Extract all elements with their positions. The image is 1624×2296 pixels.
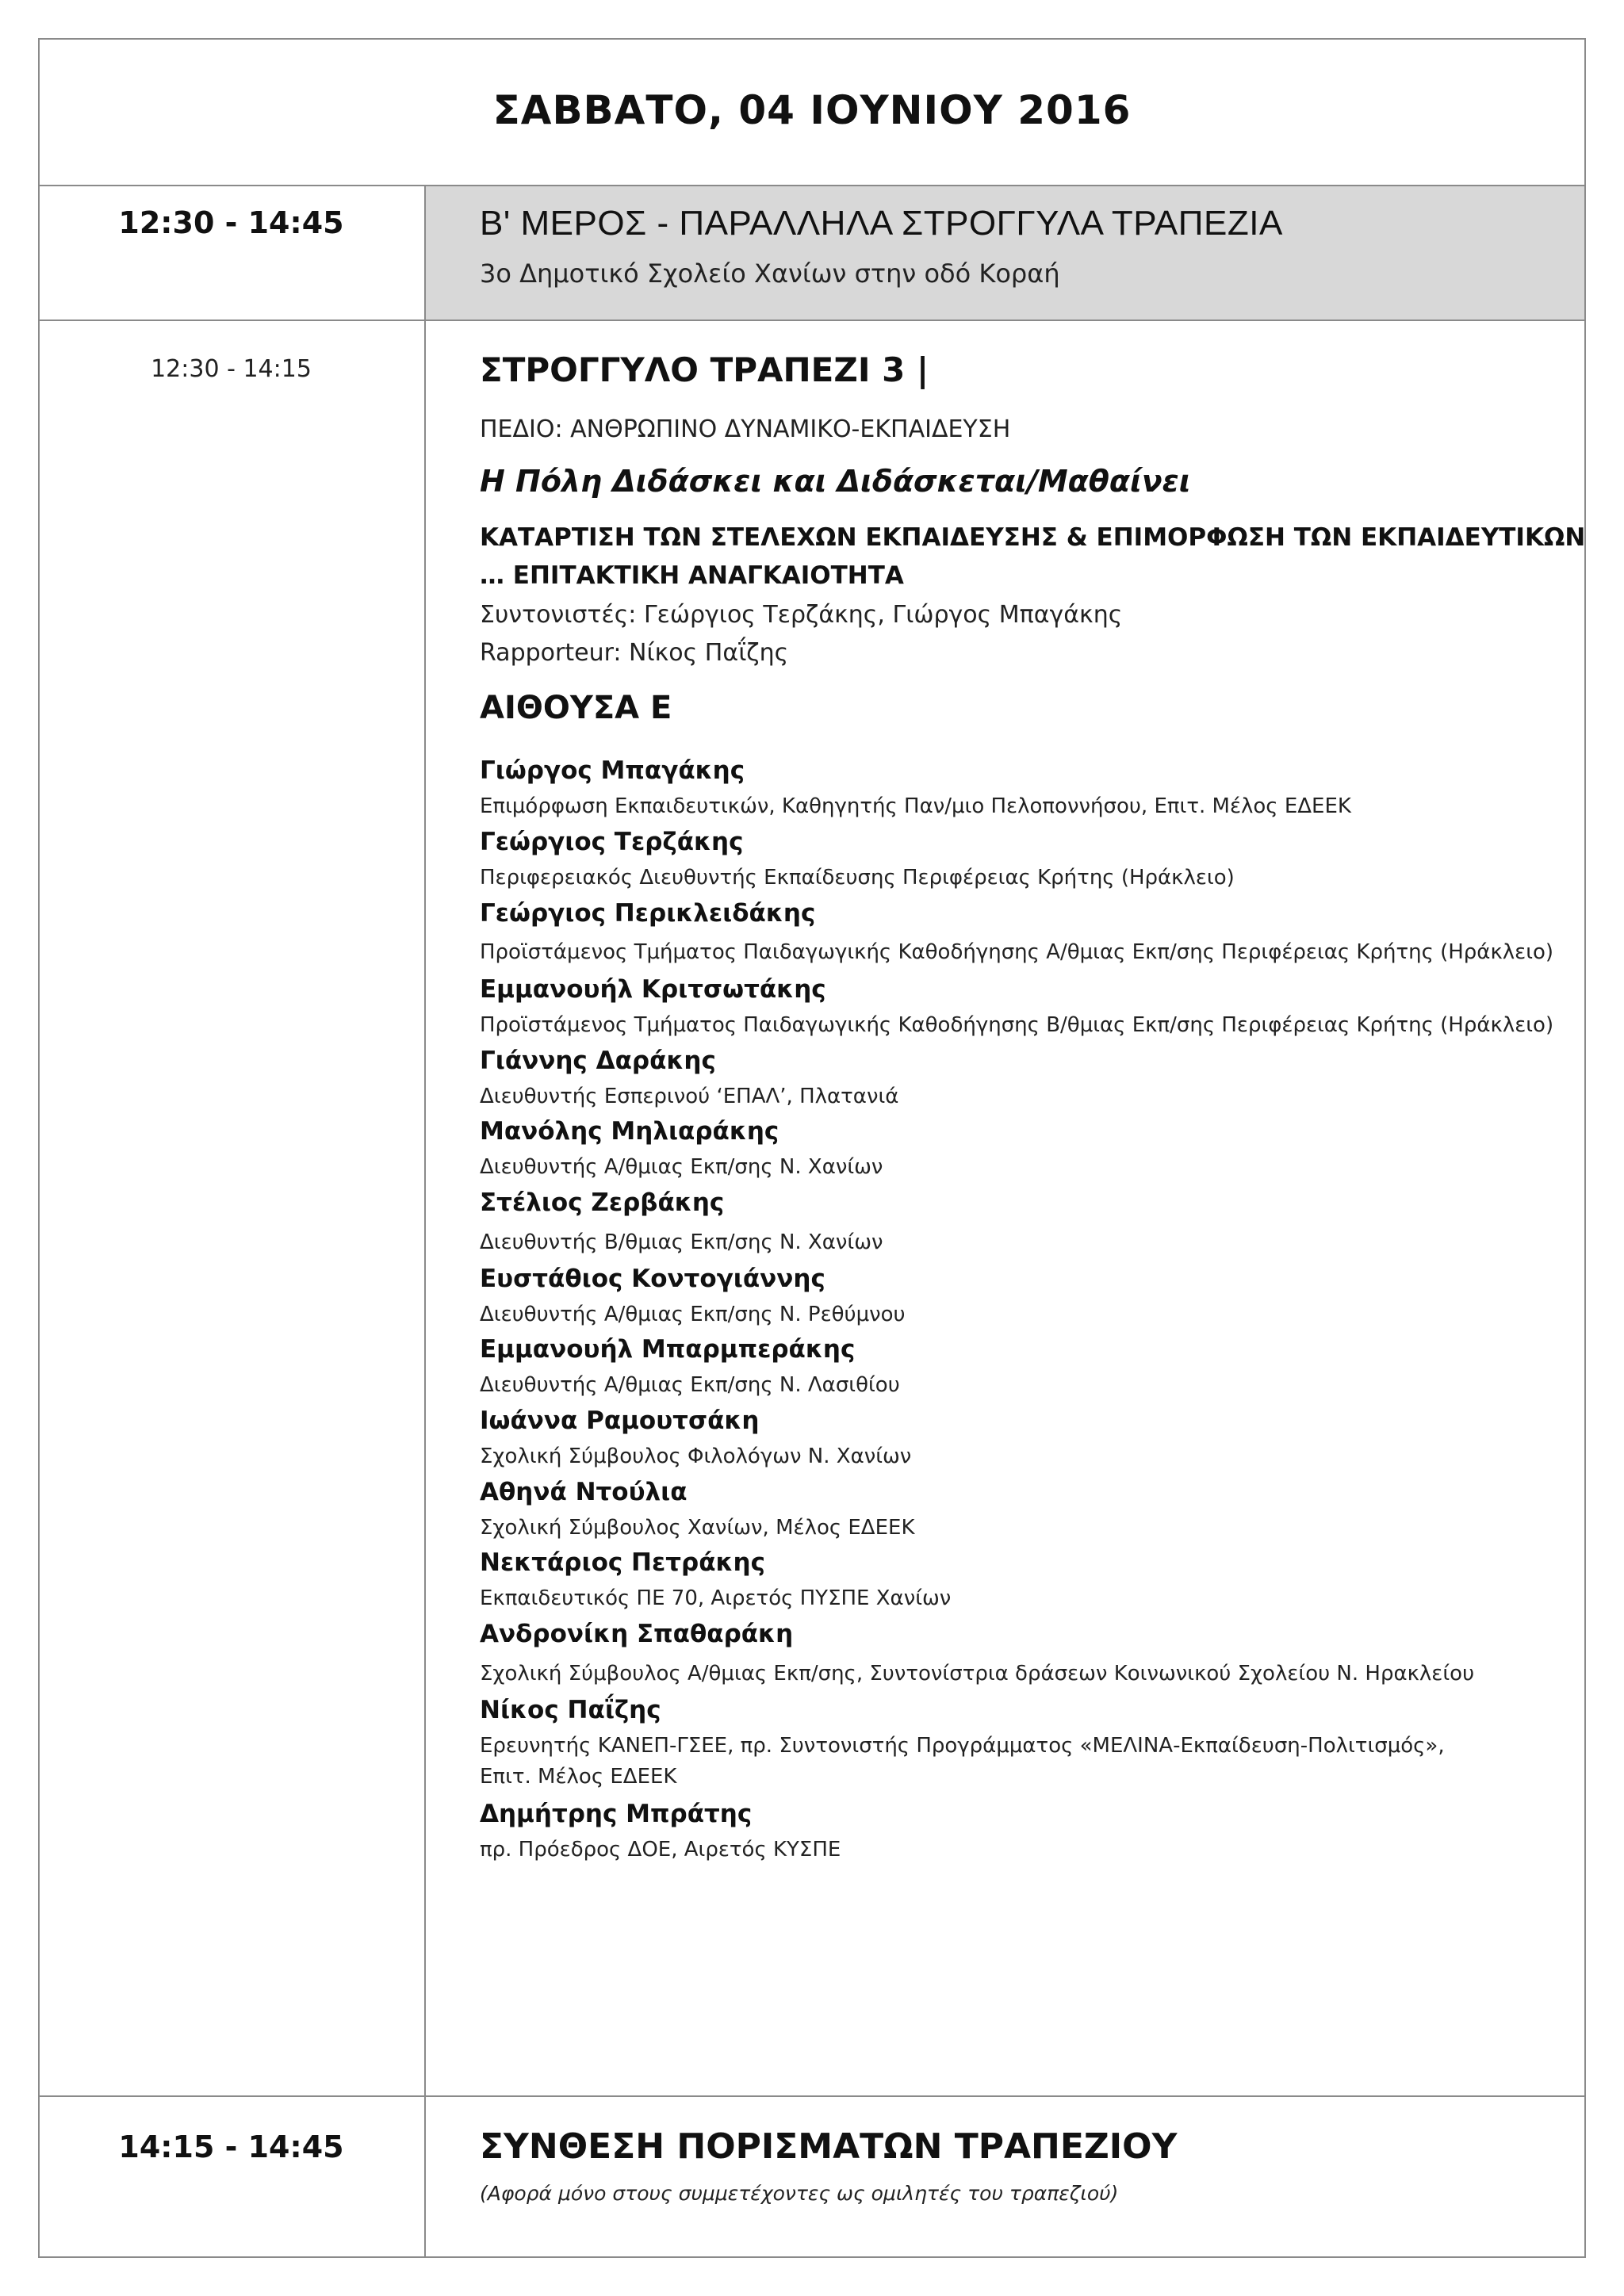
row-divider (38, 2095, 1586, 2097)
session-note: (Αφορά μόνο στους συμμετέχοντες ως ομιλητές του τραπεζιού) (480, 2182, 1119, 2205)
speaker-description: Προϊστάμενος Τμήματος Παιδαγωγικής Καθοδήγησης Β/θμιας Εκπ/σης Περιφέρειας Κρήτης (Ηράκλειο) (480, 1013, 1554, 1037)
speaker-description: πρ. Πρόεδρος ΔΟΕ, Αιρετός ΚΥΣΠΕ (480, 1838, 841, 1862)
speaker-description: Σχολική Σύμβουλος Α/θμιας Εκπ/σης, Συντονίστρια δράσεων Κοινωνικού Σχολείου Ν. Ηρακλείου (480, 1662, 1475, 1686)
session-title: Β' ΜΕΡΟΣ - ΠΑΡΑΛΛΗΛΑ ΣΤΡΟΓΓΥΛΑ ΤΡΑΠΕΖΙΑ (480, 204, 1283, 243)
row-divider (38, 185, 1586, 186)
speaker-name: Γιάννης Δαράκης (480, 1047, 716, 1075)
session-theme-line: ΚΑΤΑΡΤΙΣΗ ΤΩΝ ΣΤΕΛΕΧΩΝ ΕΚΠΑΙΔΕΥΣΗΣ & ΕΠΙΜΟΡΦΩΣΗ ΤΩΝ ΕΚΠΑΙΔΕΥΤΙΚΩΝ (480, 523, 1586, 552)
row-divider (38, 320, 1586, 321)
session-coordinators: Συντονιστές: Γεώργιος Τερζάκης, Γιώργος Μπαγάκης (480, 601, 1123, 629)
speaker-description: Διευθυντής Α/θμιας Εκπ/σης Ν. Λασιθίου (480, 1373, 900, 1397)
speaker-description: Επιτ. Μέλος ΕΔΕΕΚ (480, 1765, 677, 1789)
speaker-description: Προϊστάμενος Τμήματος Παιδαγωγικής Καθοδήγησης Α/θμιας Εκπ/σης Περιφέρειας Κρήτης (Ηράκλειο) (480, 940, 1554, 964)
speaker-name: Δημήτρης Μπράτης (480, 1800, 753, 1828)
page-title: ΣΑΒΒΑΤΟ, 04 ΙΟΥΝΙΟΥ 2016 (492, 87, 1132, 133)
session-field: ΠΕΔΙΟ: ΑΝΘΡΩΠΙΝΟ ΔΥΝΑΜΙΚΟ-ΕΚΠΑΙΔΕΥΣΗ (480, 415, 1011, 443)
session-motto: Η Πόλη Διδάσκει και Διδάσκεται/Μαθαίνει (480, 464, 1191, 499)
speaker-name: Αθηνά Ντούλια (480, 1478, 688, 1506)
speaker-name: Ιωάννα Ραμουτσάκη (480, 1406, 760, 1435)
speaker-description: Περιφερειακός Διευθυντής Εκπαίδευσης Περιφέρειας Κρήτης (Ηράκλειο) (480, 866, 1235, 890)
speaker-name: Γεώργιος Τερζάκης (480, 828, 744, 856)
speaker-description: Σχολική Σύμβουλος Φιλολόγων Ν. Χανίων (480, 1445, 912, 1468)
speaker-description: Διευθυντής Β/θμιας Εκπ/σης Ν. Χανίων (480, 1230, 883, 1254)
speaker-name: Γιώργος Μπαγάκης (480, 756, 745, 785)
session-time: 14:15 - 14:45 (118, 2130, 344, 2164)
session-rapporteur: Rapporteur: Νίκος Παΐζης (480, 639, 789, 667)
speaker-description: Διευθυντής Εσπερινού ‘ΕΠΑΛ’, Πλατανιά (480, 1085, 899, 1108)
speaker-name: Ανδρονίκη Σπαθαράκη (480, 1620, 794, 1648)
session-title: ΣΥΝΘΕΣΗ ΠΟΡΙΣΜΑΤΩΝ ΤΡΑΠΕΖΙΟΥ (480, 2126, 1178, 2167)
speaker-description: Διευθυντής Α/θμιας Εκπ/σης Ν. Ρεθύμνου (480, 1303, 906, 1326)
speaker-name: Ευστάθιος Κοντογιάννης (480, 1265, 825, 1293)
column-divider (424, 185, 426, 2256)
speaker-name: Μανόλης Μηλιαράκης (480, 1117, 779, 1146)
speaker-description: Ερευνητής ΚΑΝΕΠ-ΓΣΕΕ, πρ. Συντονιστής Προγράμματος «ΜΕΛΙΝΑ-Εκπαίδευση-Πολιτισμός», (480, 1734, 1445, 1758)
speaker-name: Γεώργιος Περικλειδάκης (480, 899, 816, 928)
session-title: ΣΤΡΟΓΓΥΛΟ ΤΡΑΠΕΖΙ 3 | (480, 350, 929, 389)
speaker-description: Σχολική Σύμβουλος Χανίων, Μέλος ΕΔΕΕΚ (480, 1516, 915, 1540)
session-location: 3ο Δημοτικό Σχολείο Χανίων στην οδό Κοραή (480, 258, 1060, 289)
speaker-description: Εκπαιδευτικός ΠΕ 70, Αιρετός ΠΥΣΠΕ Χανίων (480, 1586, 952, 1610)
speaker-name: Νίκος Παΐζης (480, 1696, 661, 1724)
session-time: 12:30 - 14:15 (151, 355, 312, 383)
session-room: ΑΙΘΟΥΣΑ Ε (480, 690, 672, 726)
speaker-name: Νεκτάριος Πετράκης (480, 1548, 765, 1577)
session-theme-line: … ΕΠΙΤΑΚΤΙΚΗ ΑΝΑΓΚΑΙΟΤΗΤΑ (480, 561, 904, 590)
session-time: 12:30 - 14:45 (118, 205, 344, 240)
speaker-name: Στέλιος Ζερβάκης (480, 1188, 725, 1217)
speaker-description: Επιμόρφωση Εκπαιδευτικών, Καθηγητής Παν/μιο Πελοποννήσου, Επιτ. Μέλος ΕΔΕΕΚ (480, 794, 1351, 818)
speaker-description: Διευθυντής Α/θμιας Εκπ/σης Ν. Χανίων (480, 1155, 883, 1179)
speaker-name: Εμμανουήλ Μπαρμπεράκης (480, 1335, 856, 1364)
speaker-name: Εμμανουήλ Κριτσωτάκης (480, 975, 826, 1004)
